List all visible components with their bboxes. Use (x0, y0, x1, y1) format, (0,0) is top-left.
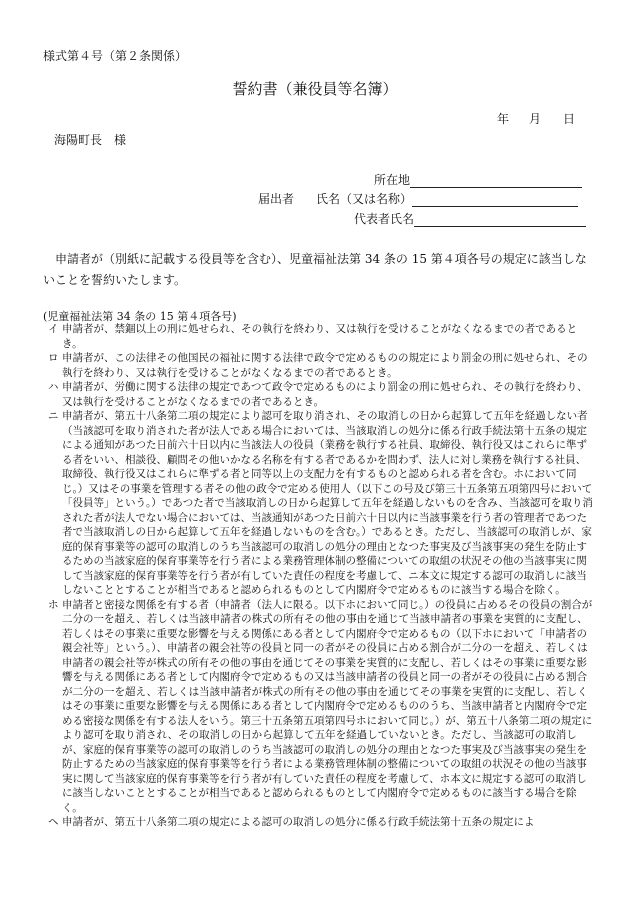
form-number: 様式第４号（第２条関係） (43, 49, 188, 63)
list-item (48, 322, 594, 351)
item-mark: ホ (48, 598, 59, 611)
item-mark: ヘ (48, 816, 59, 828)
list-title: (児童福祉法第 34 条の 15 第４項各号) (43, 310, 237, 323)
list-item (48, 351, 594, 380)
item-mark: ロ (48, 352, 59, 364)
address-row (374, 171, 582, 188)
item-text: 申請者と密接な関係を有する者（申請者（法人に限る。以下ホにおいて同じ。）の役員に占めるその役員の割合が二分の一を超え、若しくは当該申請者の株式の所有その他の事由を通じて当該申請者の事業を実質的に支配し、若しくはその事業に重要な影響を与える関係にある者として内閣府令で定めるもの（以下ホにおいて「申請者の親会社等」という。）、申請者の親会社等の役員と同一の者がその役員に占める割合が二分の一を超え、若しくは申請者の親会社等が株式の所有その他の事由を通じてその事業を実質的に支配し、若しくはその事業に重要な影響を与える関係にある者として内閣府令で定めるもの又は当該申請者の役員と同一の者がその役員に占める割合が二分の一を超え、若しくは当該申請者が株式の所有その他の事由を通じてその事業を実質的に支配し、若しくはその事業に重要な影響を与える関係にある者として内閣府令で定めるもののうち、当該申請者と内閣府令で定める密接な関係を有する法人をいう。第三十五条第五項第四号ホにおいて同じ。）が、第五十八条第二項の規定により認可を取り消され、その取消しの日から起算して五年を経過していないとき。ただし、当該認可の取消しが、家庭的保育事業等の認可の取消しのうち当該認可の取消しの処分の理由となつた事実及び当該事実の発生を防止するための当該家庭的保育事業等を行う者による業務管理体制の整備についての取組の状況その他の当該事実に関して当該家庭的保育事業等を行う者が有していた責任の程度を考慮して、ホ本文に規定する認可の取消しに該当しないこととすることが相当であると認められるものとして内閣府令で定めるものに該当する場合を除く。 (62, 598, 593, 814)
representative-label: 代表者氏名 (354, 212, 415, 226)
recipient: 海陽町長 様 (54, 133, 127, 147)
item-text: 申請者が、労働に関する法律の規定であつて政令で定めるものにより罰金の刑に処せられ、その執行を終わり、又は執行を受けることがなくなるまでの者であるとき。 (62, 381, 588, 408)
list-item (48, 815, 594, 830)
date-fields (497, 110, 575, 127)
item-text: 申請者が、第五十八条第二項の規定により認可を取り消され、その取消しの日から起算して五年を経過しない者（当該認可を取り消された者が法人である場合においては、当該取消しの処分に係る行政手続法第十五条の規定による通知があつた日前六十日以内に当該法人の役員（業務を執行する社員、取締役、執行役又はこれらに準ずる者をいい、相談役、顧問その他いかなる名称を有する者であるかを問わず、法人に対し業務を執行する社員、取締役、執行役又はこれらに準ずる者と同等以上の支配力を有するものと認められる者を含む。ホにおいて同じ。）又はその事業を管理する者その他の政令で定める使用人（以下この号及び第三十五条第五項第四号において「役員等」という。）であつた者で当該取消しの日から起算して五年を経過しないものを含み、当該認可を取り消された者が法人でない場合においては、当該通知があつた日前六十日以内に当該事業を行う者の管理者であつた者で当該取消しの日から起算して五年を経過しないものを含む。）であるとき。ただし、当該認可の取消しが、家庭的保育事業等の認可の取消しのうち当該認可の取消しの処分の理由となつた事実及び当該事実の発生を防止するための当該家庭的保育事業等を行う者による業務管理体制の整備についての取組の状況その他の当該事実に関して当該家庭的保育事業等を行う者が有していた責任の程度を考慮して、ニ本文に規定する認可の取消しに該当しないこととすることが相当であると認められるものとして内閣府令で定めるものに該当する場合を除く。 (62, 410, 593, 596)
pledge-text: 申請者が（別紙に記載する役員等を含む）、児童福祉法第 34 条の 15 第４項各号の規定に該当しないことを誓約いたします。 (43, 252, 587, 287)
representative-row (354, 210, 586, 227)
name-line (412, 194, 578, 207)
year-label: 年 (497, 112, 510, 126)
disqualification-list (48, 322, 594, 830)
item-mark: ハ (48, 381, 59, 393)
item-text: 申請者が、第五十八条第二項の規定による認可の取消しの処分に係る行政手続法第十五条の規定によ (62, 816, 535, 828)
item-text: 申請者が、この法律その他国民の福祉に関する法律で政令で定めるものの規定により罰金の刑に処せられ、その執行を終わり、又は執行を受けることがなくなるまでの者であるとき。 (62, 352, 588, 379)
address-line (410, 175, 582, 188)
list-item (48, 380, 594, 409)
list-item (48, 409, 594, 598)
list-item (48, 598, 594, 816)
document-title: 誓約書（兼役員等名簿） (232, 80, 398, 98)
representative-line (414, 214, 586, 227)
item-mark: ニ (48, 410, 59, 422)
month-label: 月 (529, 112, 542, 126)
notifier-label: 届出者 (258, 192, 295, 206)
item-mark: イ (48, 323, 59, 335)
name-row (258, 190, 578, 207)
name-label: 氏名（又は名称） (316, 192, 413, 206)
day-label: 日 (563, 112, 576, 126)
address-label: 所在地 (374, 173, 411, 187)
item-text: 申請者が、禁錮以上の刑に処せられ、その執行を終わり、又は執行を受けることがなくなるまでの者であるとき。 (62, 323, 578, 350)
